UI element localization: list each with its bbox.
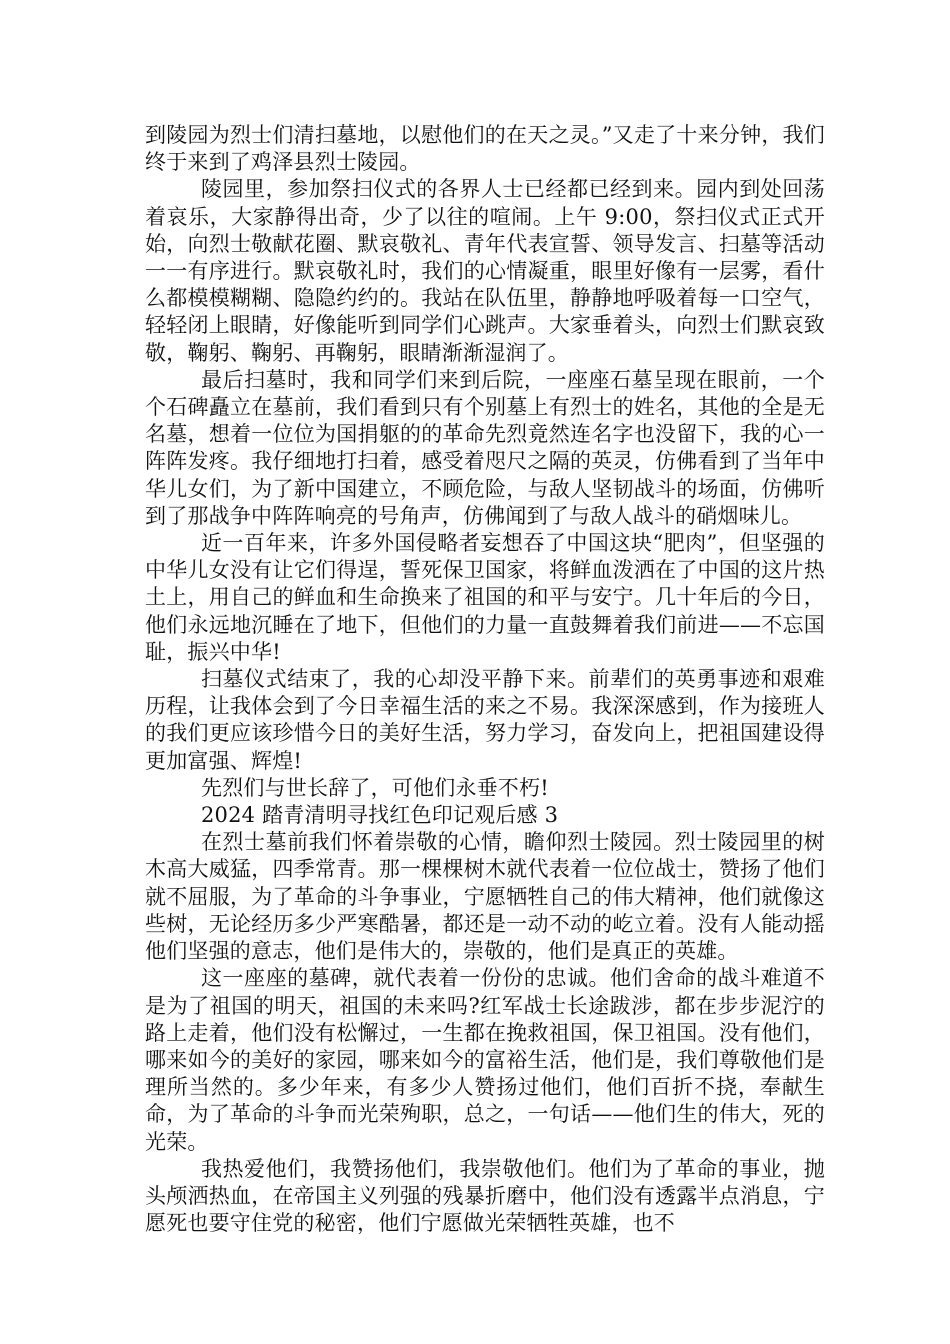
paragraph-6: 先烈们与世长辞了，可他们永垂不朽! xyxy=(201,775,549,800)
paragraph-1: 到陵园为烈士们清扫墓地，以慰他们的在天之灵。”又走了十来分钟，我们终于来到了鸡泽县烈士陵园。 xyxy=(145,123,825,175)
paragraph-8: 这一座座的墓碑，就代表着一份份的忠诚。他们舍命的战斗难道不是为了祖国的明天，祖国的未来吗?红军战士长途跋涉，都在步步泥泞的路上走着，他们没有松懈过，一生都在挽救祖国，保卫祖国。没有他们，哪来如今的美好的家园，哪来如今的富裕生活，他们是，我们尊敬他们是理所当然的。多少年来，有多少人赞扬过他们，他们百折不挠，奉献生命，为了革命的斗争而光荣殉职，总之，一句话——他们生的伟大，死的光荣。 xyxy=(145,966,825,1154)
paragraph-3: 最后扫墓时，我和同学们来到后院，一座座石墓呈现在眼前，一个个石碑矗立在墓前，我们看到只有个别墓上有烈士的姓名，其他的全是无名墓，想着一位位为国捐躯的的革命先烈竟然连名字也没留下，我的心一阵阵发疼。我仔细地打扫着，感受着咫尺之隔的英灵，仿佛看到了当年中华儿女们，为了新中国建立，不顾危险，与敌人坚韧战斗的场面，仿佛听到了那战争中阵阵响亮的号角声，仿佛闻到了与敌人战斗的硝烟味儿。 xyxy=(145,367,825,528)
paragraph-2: 陵园里，参加祭扫仪式的各界人士已经都已经到来。园内到处回荡着哀乐，大家静得出奇，少了以往的喧闹。上午 9:00，祭扫仪式正式开始，向烈士敬献花圈、默哀敬礼、青年代表宣誓、领导发言、扫墓等活动一一有序进行。默哀敬礼时，我们的心情凝重，眼里好像有一层雾，看什么都模模糊糊、隐隐约约的。我站在队伍里，静静地呼吸着每一口空气，轻轻闭上眼睛，好像能听到同学们心跳声。大家垂着头，向烈士们默哀致敬，鞠躬、鞠躬、再鞠躬，眼睛渐渐湿润了。 xyxy=(145,177,825,365)
document-body xyxy=(145,122,825,1237)
section-heading: 2024 踏青清明寻找红色印记观后感 3 xyxy=(201,803,559,828)
paragraph-4: 近一百年来，许多外国侵略者妄想吞了中国这块“肥肉”，但坚强的中华儿女没有让它们得逞，誓死保卫国家，将鲜血泼洒在了中国的这片热土上，用自己的鲜血和生命换来了祖国的和平与安宁。几十年后的今日，他们永远地沉睡在了地下，但他们的力量一直鼓舞着我们前进——不忘国耻，振兴中华! xyxy=(145,531,825,664)
paragraph-9: 我热爱他们，我赞扬他们，我崇敬他们。他们为了革命的事业，抛头颅洒热血，在帝国主义列强的残暴折磨中，他们没有透露半点消息，宁愿死也要守住党的秘密，他们宁愿做光荣牺牲英雄，也不 xyxy=(145,1156,825,1236)
paragraph-7: 在烈士墓前我们怀着崇敬的心情，瞻仰烈士陵园。烈士陵园里的树木高大威猛，四季常青。那一棵棵树木就代表着一位位战士，赞扬了他们就不屈服，为了革命的斗争事业，宁愿牺牲自己的伟大精神，他们就像这些树，无论经历多少严寒酷暑，都还是一动不动的屹立着。没有人能动摇他们坚强的意志，他们是伟大的，崇敬的，他们是真正的英雄。 xyxy=(145,830,825,964)
paragraph-5: 扫墓仪式结束了，我的心却没平静下来。前辈们的英勇事迹和艰难历程，让我体会到了今日幸福生活的来之不易。我深深感到，作为接班人的我们更应该珍惜今日的美好生活，努力学习，奋发向上，把祖国建设得更加富强、辉煌! xyxy=(145,667,825,773)
